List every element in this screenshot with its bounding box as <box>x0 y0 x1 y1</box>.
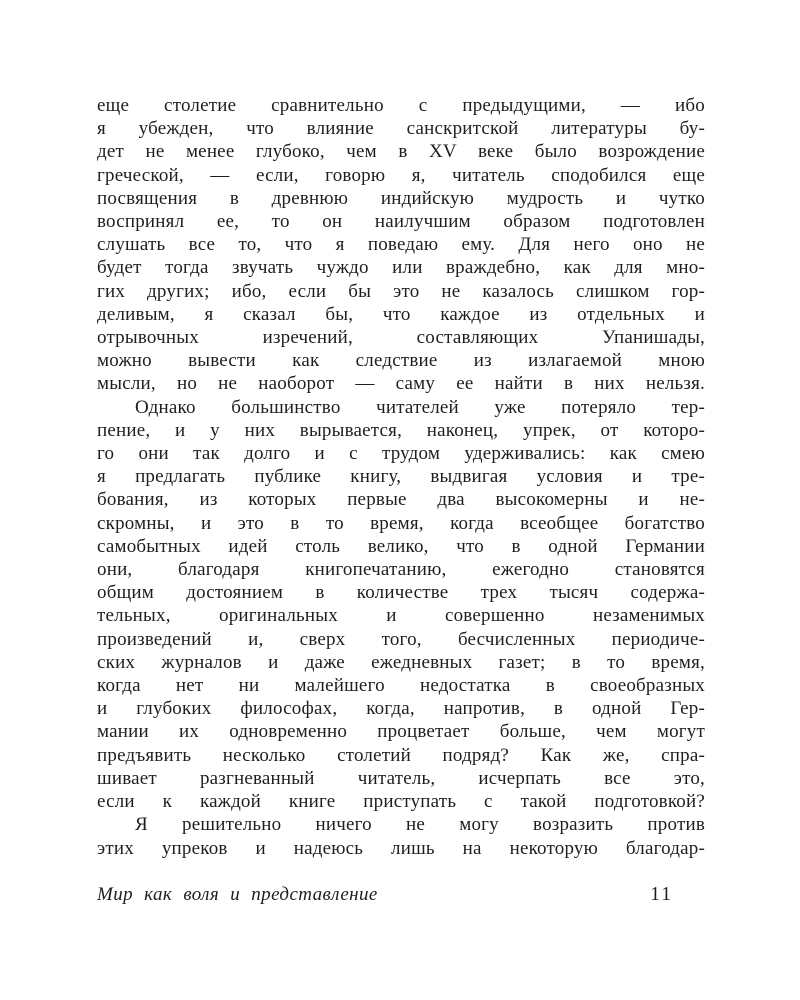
page-footer <box>97 884 705 906</box>
running-title: Мир как воля и представление <box>97 884 378 905</box>
text-line: и глубоких философах, когда, напротив, в одной Гер- <box>97 698 705 720</box>
text-line: гих других; ибо, если бы это не казалось слишком гор- <box>97 280 705 302</box>
body-text <box>97 94 705 860</box>
text-line: этих упреков и надеюсь лишь на некоторую благодар- <box>97 837 705 859</box>
text-line: греческой, — если, говорю я, читатель сподобился еще <box>97 164 705 186</box>
text-line: мании их одновременно процветает больше, чем могут <box>97 721 705 743</box>
text-line: я предлагать публике книгу, выдвигая условия и тре- <box>97 466 705 488</box>
text-line: если к каждой книге приступать с такой подготовкой? <box>97 791 705 813</box>
text-line: будет тогда звучать чуждо или враждебно, как для мно- <box>97 257 705 279</box>
text-line: деливым, я сказал бы, что каждое из отдельных и <box>97 303 705 325</box>
text-line: мысли, но не наоборот — саму ее найти в них нельзя. <box>97 373 705 395</box>
text-line: дет не менее глубоко, чем в XV веке было возрождение <box>97 141 705 163</box>
text-line: воспринял ее, то он наилучшим образом подготовлен <box>97 211 705 233</box>
text-line: еще столетие сравнительно с предыдущими, — ибо <box>97 95 705 116</box>
page-number: 11 <box>650 884 673 905</box>
text-line: шивает разгневанный читатель, исчерпать все это, <box>97 767 705 789</box>
paragraph-1 <box>97 94 705 396</box>
text-line: произведений и, сверх того, бесчисленных периодиче- <box>97 628 705 650</box>
text-line: слушать все то, что я поведаю ему. Для него оно не <box>97 234 705 256</box>
text-line: тельных, оригинальных и совершенно незаменимых <box>97 605 705 627</box>
text-line: они, благодаря книгопечатанию, ежегодно становятся <box>97 559 705 581</box>
text-line: когда нет ни малейшего недостатка в своеобразных <box>97 675 705 697</box>
text-line: го они так долго и с трудом удерживались: как смею <box>97 443 705 465</box>
text-line: можно вывести как следствие из излагаемой мною <box>97 350 705 372</box>
text-line: предъявить несколько столетий подряд? Как же, спра- <box>97 744 705 766</box>
text-line: скромны, и это в то время, когда всеобщее богатство <box>97 512 705 534</box>
text-line: бования, из которых первые два высокомерны и не- <box>97 489 705 511</box>
text-line: посвящения в древнюю индийскую мудрость и чутко <box>97 187 705 209</box>
paragraph-3 <box>97 813 705 859</box>
paragraph-2 <box>97 396 705 814</box>
text-line: самобытных идей столь велико, что в одной Германии <box>97 535 705 557</box>
text-line: общим достоянием в количестве трех тысяч содержа- <box>97 582 705 604</box>
text-line: отрывочных изречений, составляющих Упанишады, <box>97 327 705 349</box>
text-line: Я решительно ничего не могу возразить против <box>135 814 705 836</box>
text-line: Однако большинство читателей уже потеряло тер- <box>135 396 705 418</box>
text-line: я убежден, что влияние санскритской литературы бу- <box>97 118 705 140</box>
text-line: пение, и у них вырывается, наконец, упрек, от которо- <box>97 419 705 441</box>
text-line: ских журналов и даже ежедневных газет; в то время, <box>97 651 705 673</box>
